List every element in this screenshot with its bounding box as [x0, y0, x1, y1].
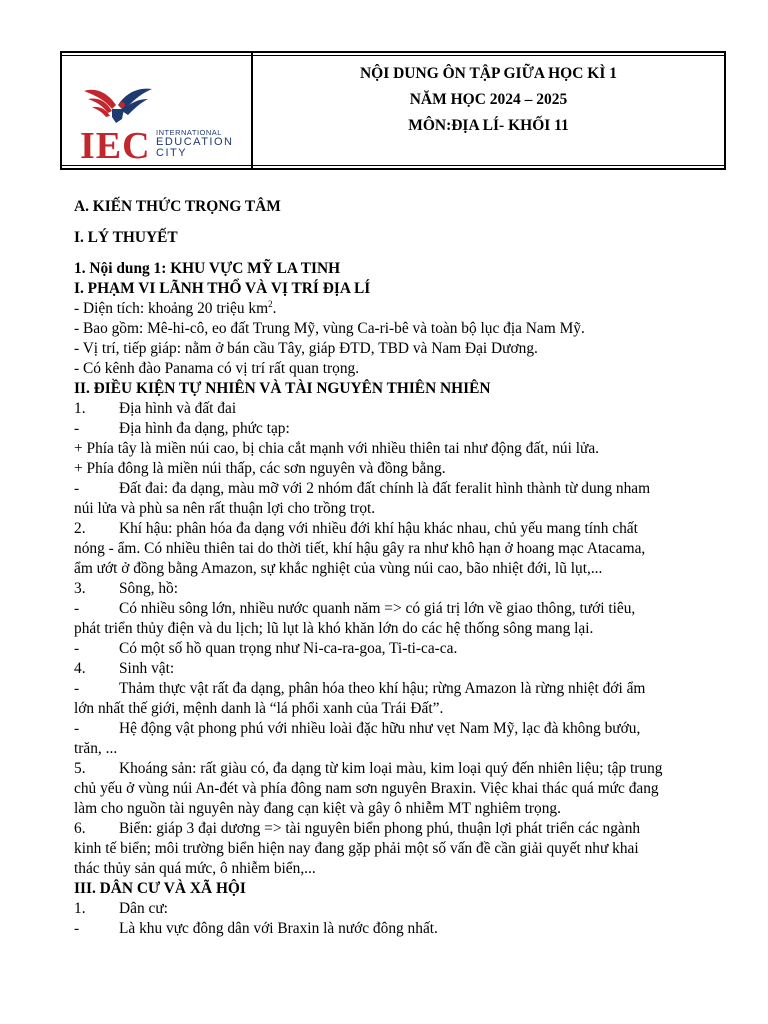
area-superscript: 2: [268, 298, 273, 309]
item-4-text: Sinh vật:: [119, 660, 175, 677]
item-5-text-2: chủ yếu ở vùng núi An-đét và phía đông nam sơn nguyên Braxin. Việc khai thác quá mức đang: [74, 780, 659, 797]
document-body: [74, 197, 724, 939]
line-panama: - Có kênh đào Panama có vị trí rất quan trọng.: [74, 360, 360, 377]
title-line-3: MÔN:ĐỊA LÍ- KHỐI 11: [408, 117, 569, 134]
line-position: - Vị trí, tiếp giáp: nằm ở bán cầu Tây, giáp ĐTD, TBD và Nam Đại Dương.: [74, 340, 538, 357]
item-7a-text: Là khu vực đông dân với Braxin là nước đông nhất.: [119, 920, 438, 937]
area-text: - Diện tích: khoảng 20 triệu km: [74, 300, 269, 317]
item-3-number: 3.: [74, 580, 86, 597]
item-4b-text-1: Hệ động vật phong phú với nhiều loài đặc hữu như vẹt Nam Mỹ, lạc đà không bướu,: [119, 720, 641, 737]
iec-logo: [78, 83, 238, 167]
item-4b-text-2: trăn, ...: [74, 740, 118, 757]
item-5-text-3: làm cho nguồn tài nguyên này đang cạn kiệt và gây ô nhiễm MT nghiêm trọng.: [74, 800, 561, 817]
dash: -: [74, 600, 80, 617]
title-line-2: NĂM HỌC 2024 – 2025: [409, 91, 568, 108]
logo-line3: CITY: [156, 147, 188, 160]
dash: -: [74, 420, 80, 437]
item-1b-text-1: Đất đai: đa dạng, màu mỡ với 2 nhóm đất chính là đất feralit hình thành từ dung nham: [119, 480, 651, 497]
line-east: + Phía đông là miền núi thấp, các sơn nguyên và đồng bằng.: [74, 460, 446, 477]
item-5-text-1: Khoáng sản: rất giàu có, đa dạng từ kim loại màu, kim loại quý đến nhiên liệu; tập trung: [119, 760, 663, 777]
item-6: [74, 819, 724, 839]
area-end: .: [272, 300, 277, 317]
item-3: [74, 579, 724, 599]
section-i-heading: I. LÝ THUYẾT: [74, 229, 178, 246]
item-3-dash-a: [74, 599, 724, 619]
item-4: [74, 659, 724, 679]
dash: -: [74, 640, 80, 657]
line-include: - Bao gồm: Mê-hi-cô, eo đất Trung Mỹ, vùng Ca-ri-bê và toàn bộ lục địa Nam Mỹ.: [74, 320, 585, 337]
item-6-text-2: kinh tế biển; môi trường biển hiện nay đang gặp phải một số vấn đề cần giải quyết như khai: [74, 840, 639, 857]
item-7-dash-a: [74, 919, 724, 939]
item-3a-text-1: Có nhiều sông lớn, nhiều nước quanh năm => có giá trị lớn về giao thông, tưới tiêu,: [119, 600, 636, 617]
item-1-number: 1.: [74, 400, 86, 417]
item-1-dash-b: [74, 479, 724, 499]
logo-subtitle: [156, 129, 233, 160]
item-1: [74, 399, 724, 419]
item-6-text-1: Biển: giáp 3 đại dương => tài nguyên biển phong phú, thuận lợi phát triển các ngành: [119, 820, 641, 837]
heading-nature: II. ĐIỀU KIỆN TỰ NHIÊN VÀ TÀI NGUYÊN THIÊN NHIÊN: [74, 380, 491, 397]
item-3-dash-b: [74, 639, 724, 659]
item-5-number: 5.: [74, 760, 86, 777]
title-line-1: NỘI DUNG ÔN TẬP GIỮA HỌC KÌ 1: [359, 65, 618, 82]
item-2-text-1: Khí hậu: phân hóa đa dạng với nhiều đới khí hậu khác nhau, chủ yếu mang tính chất: [119, 520, 638, 537]
item-3b-text: Có một số hồ quan trọng như Ni-ca-ra-goa, Ti-ti-ca-ca.: [119, 640, 458, 657]
item-4-dash-b: [74, 719, 724, 739]
line-west: + Phía tây là miền núi cao, bị chia cắt mạnh với nhiều thiên tai như động đất, núi lửa.: [74, 440, 600, 457]
item-1a-text: Địa hình đa dạng, phức tạp:: [119, 420, 290, 437]
item-7-text: Dân cư:: [119, 900, 168, 917]
item-7: [74, 899, 724, 919]
item-2-text-3: ẩm ướt ở đồng bằng Amazon, sự khắc nghiệt của vùng núi cao, bão nhiệt đới, lũ lụt,...: [74, 560, 603, 577]
item-2: [74, 519, 724, 539]
item-6-number: 6.: [74, 820, 86, 837]
header-box: [60, 51, 726, 170]
item-4a-text-1: Thảm thực vật rất đa dạng, phân hóa theo khí hậu; rừng Amazon là rừng nhiệt đới ẩm: [119, 680, 646, 697]
dash: -: [74, 480, 80, 497]
item-1b-text-2: núi lửa và phù sa nên rất thuận lợi cho trồng trọt.: [74, 500, 376, 517]
heading-population: III. DÂN CƯ VÀ XÃ HỘI: [74, 880, 246, 897]
logo-line2: EDUCATION: [156, 135, 234, 148]
item-4-number: 4.: [74, 660, 86, 677]
item-1-text: Địa hình và đất đai: [119, 400, 237, 417]
item-3a-text-2: phát triển thủy điện và du lịch; lũ lụt là khó khăn lớn do các hệ thống sông mang lại.: [74, 620, 594, 637]
item-3-text: Sông, hồ:: [119, 580, 179, 597]
item-4-dash-a: [74, 679, 724, 699]
item-4a-text-2: lớn nhất thế giới, mệnh danh là “lá phổi xanh của Trái Đất”.: [74, 700, 444, 717]
heading-territory: I. PHẠM VI LÃNH THỔ VÀ VỊ TRÍ ĐỊA LÍ: [74, 280, 371, 297]
logo-line1: INTERNATIONAL: [156, 128, 222, 137]
logo-wordmark: IEC: [80, 125, 151, 167]
item-6-text-3: thác thủy sản quá mức, ô nhiễm biển,...: [74, 860, 316, 877]
dash: -: [74, 680, 80, 697]
document-title: [253, 61, 724, 139]
line-area: [74, 299, 724, 319]
item-1-dash-a: [74, 419, 724, 439]
item-2-text-2: nóng - ẩm. Có nhiều thiên tai do thời tiết, khí hậu gây ra như khô hạn ở hoang mạc Atacama,: [74, 540, 646, 557]
section-a-heading: A. KIẾN THỨC TRỌNG TÂM: [74, 198, 281, 215]
dash: -: [74, 920, 80, 937]
dash: -: [74, 720, 80, 737]
item-2-number: 2.: [74, 520, 86, 537]
item-7-number: 1.: [74, 900, 86, 917]
item-5: [74, 759, 724, 779]
topic-1-heading: 1. Nội dung 1: KHU VỰC MỸ LA TINH: [74, 260, 341, 277]
